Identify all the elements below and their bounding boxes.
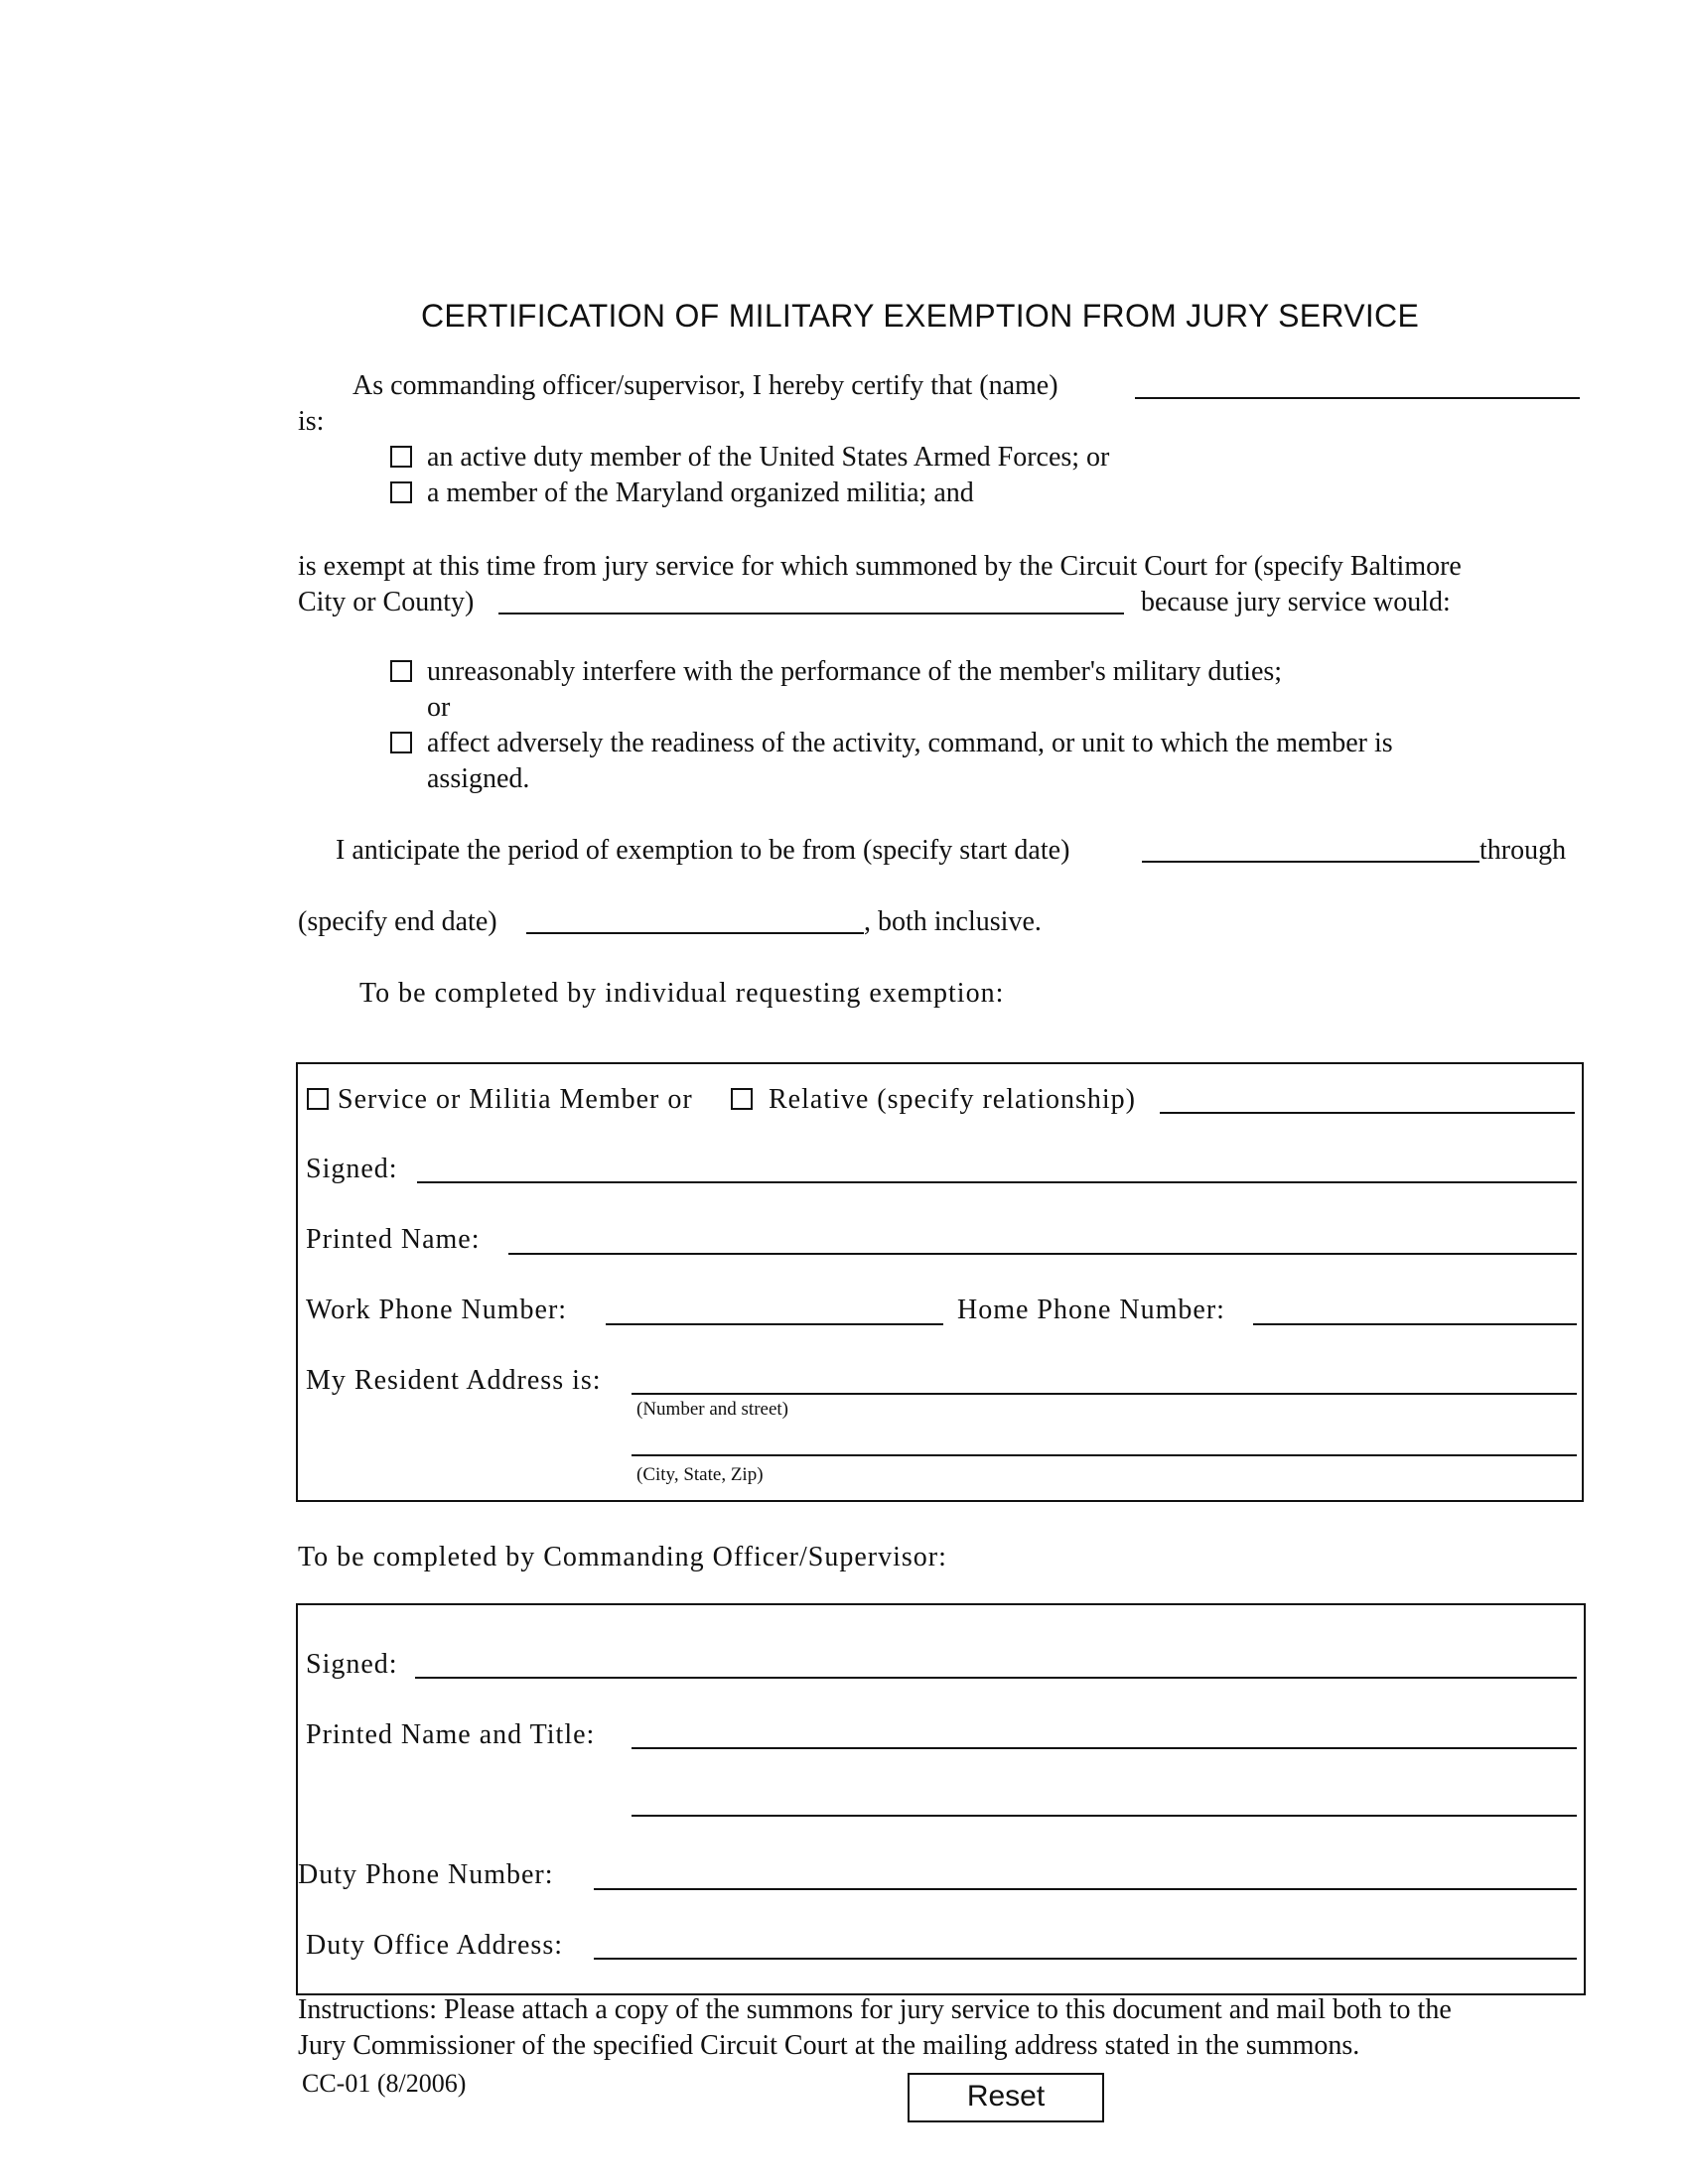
duty-phone-field[interactable] [594,1858,1577,1888]
is-label: is: [298,406,325,437]
relationship-field[interactable] [1160,1082,1575,1112]
readiness-checkbox[interactable] [390,732,412,753]
county-field[interactable] [498,584,1124,614]
city-field[interactable] [632,1425,1577,1454]
form-code: CC-01 (8/2006) [302,2069,467,2098]
individual-signed-line [417,1181,1577,1183]
name-line [1135,397,1580,399]
relative-option-label: Relative (specify relationship) [769,1084,1136,1115]
page-title: CERTIFICATION OF MILITARY EXEMPTION FROM JURY SERVICE [421,298,1420,334]
printed-name-title-field-1[interactable] [632,1717,1577,1747]
readiness-label-line-1: affect adversely the readiness of the activity, command, or unit to which the member is [427,728,1393,758]
street-line [632,1393,1577,1395]
end-date-suffix: , both inclusive. [864,906,1042,937]
through-text: through [1479,835,1567,866]
instructions-line-2: Jury Commissioner of the specified Circuit Court at the mailing address stated in the summons. [298,2030,1360,2061]
officer-heading: To be completed by Commanding Officer/Supervisor: [298,1542,947,1572]
duty-address-label: Duty Office Address: [306,1930,563,1961]
certify-text: As commanding officer/supervisor, I hereby certify that (name) [352,370,1058,401]
name-field[interactable] [1135,367,1580,397]
printed-name-label: Printed Name: [306,1224,481,1255]
printed-name-title-field-2[interactable] [632,1785,1577,1815]
city-caption: (City, State, Zip) [636,1464,764,1485]
printed-name-title-label: Printed Name and Title: [306,1719,596,1750]
duty-address-line [594,1958,1577,1960]
printed-name-title-line-2 [632,1815,1577,1817]
relationship-line [1160,1112,1575,1114]
active-duty-checkbox[interactable] [390,446,412,468]
exempt-line-2-suffix: because jury service would: [1141,587,1451,617]
exempt-line-2-prefix: City or County) [298,587,475,617]
interfere-checkbox[interactable] [390,660,412,682]
start-date-field[interactable] [1142,832,1479,862]
work-phone-label: Work Phone Number: [306,1295,568,1325]
instructions-line-1: Instructions: Please attach a copy of the summons for jury service to this document and mail both to the [298,1994,1452,2025]
printed-name-line [508,1253,1577,1255]
end-date-prefix: (specify end date) [298,906,497,937]
interfere-label: unreasonably interfere with the performance of the member's military duties; [427,656,1283,687]
militia-label: a member of the Maryland organized militia; and [427,478,974,508]
work-phone-field[interactable] [606,1294,943,1323]
individual-heading: To be completed by individual requesting exemption: [359,978,1005,1009]
duty-phone-label: Duty Phone Number: [298,1859,554,1890]
end-date-field[interactable] [526,903,864,933]
or-text: or [427,692,451,723]
exempt-line-1: is exempt at this time from jury service for which summoned by the Circuit Court for (specify Baltimore [298,551,1462,582]
individual-signed-field[interactable] [417,1152,1577,1181]
officer-signed-line [415,1677,1577,1679]
printed-name-title-line-1 [632,1747,1577,1749]
readiness-label-line-2: assigned. [427,763,530,794]
address-label: My Resident Address is: [306,1365,602,1396]
militia-checkbox[interactable] [390,481,412,503]
relative-checkbox[interactable] [731,1088,753,1110]
period-start-text: I anticipate the period of exemption to be from (specify start date) [336,835,1070,866]
street-field[interactable] [632,1363,1577,1393]
member-option-label: Service or Militia Member or [338,1084,693,1115]
member-checkbox[interactable] [307,1088,329,1110]
reset-button[interactable]: Reset [908,2073,1104,2122]
duty-address-field[interactable] [594,1928,1577,1958]
active-duty-label: an active duty member of the United States Armed Forces; or [427,442,1110,473]
officer-signed-label: Signed: [306,1649,398,1680]
individual-signed-label: Signed: [306,1154,398,1184]
city-line [632,1454,1577,1456]
printed-name-field[interactable] [508,1223,1577,1253]
home-phone-label: Home Phone Number: [957,1295,1225,1325]
work-phone-line [606,1323,943,1325]
duty-phone-line [594,1888,1577,1890]
officer-signed-field[interactable] [415,1647,1577,1677]
street-caption: (Number and street) [636,1399,788,1420]
home-phone-line [1253,1323,1577,1325]
home-phone-field[interactable] [1253,1294,1577,1323]
